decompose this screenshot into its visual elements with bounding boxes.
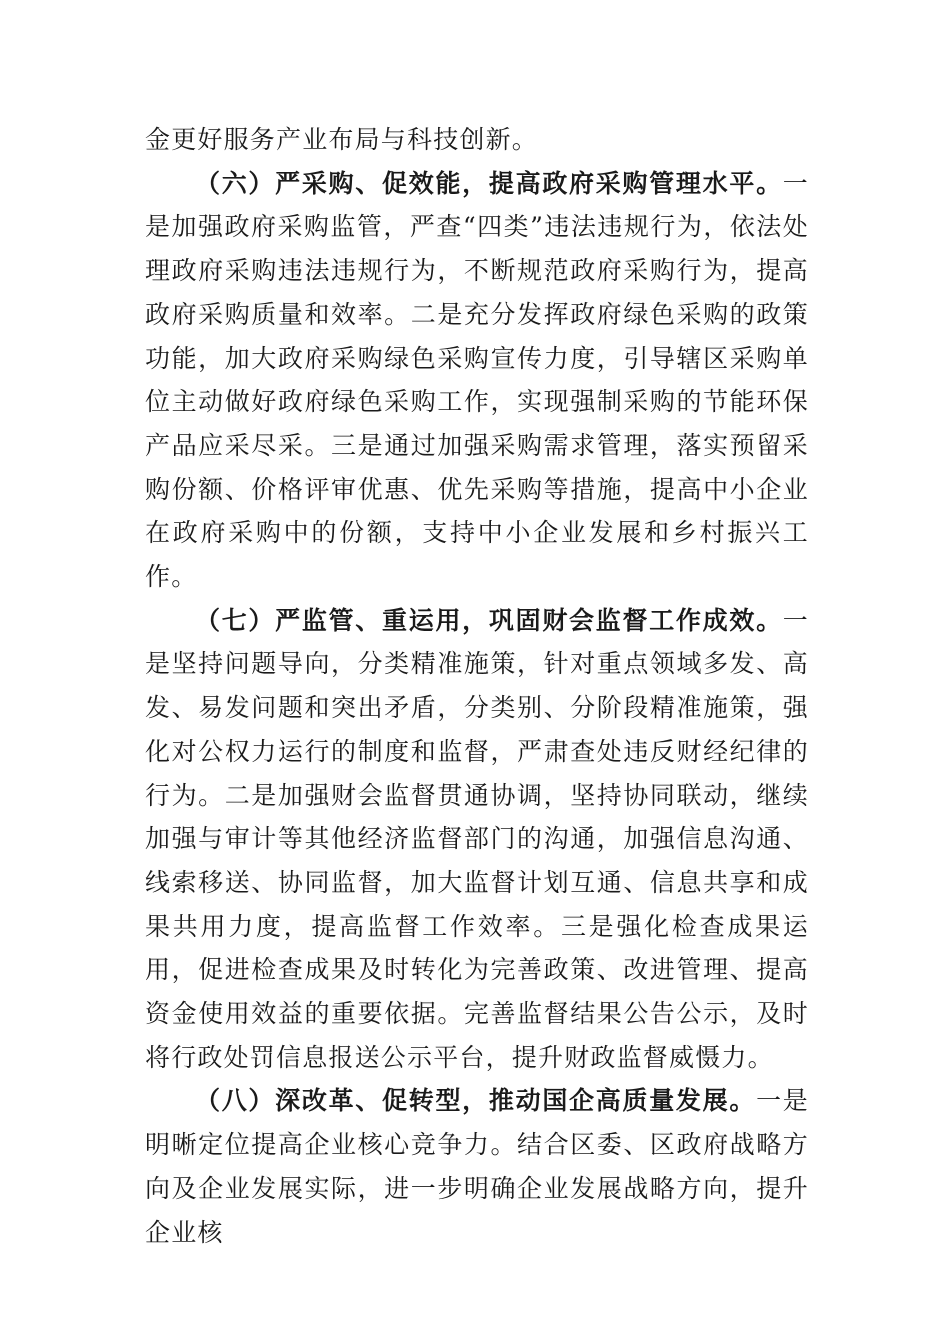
paragraph-body: 一是坚持问题导向，分类精准施策，针对重点领域多发、高发、易发问题和突出矛盾，分类别、分阶段精准施策，强化对公权力运行的制度和监督，严肃查处违反财经纪律的行为。二是加强财会监督贯通协调，坚持协同联动，继续加强与审计等其他经济监督部门的沟通，加强信息沟通、线索移送、协同监督，加大监督计划互通、信息共享和成果共用力度，提高监督工作效率。三是强化检查成果运用，促进检查成果及时转化为完善政策、改进管理、提高资金使用效益的重要依据。完善监督结果公告公示，及时将行政处罚信息报送公示平台，提升财政监督威慑力。	[145, 605, 809, 1072]
document-page	[145, 118, 809, 1254]
paragraph-section-7	[145, 599, 809, 1080]
paragraph-body: 一是明晰定位提高企业核心竞争力。结合区委、区政府战略方向及企业发展实际，进一步明确企业发展战略方向，提升企业核	[145, 1086, 809, 1247]
paragraph-heading: （七）严监管、重运用，巩固财会监督工作成效。	[195, 605, 783, 635]
paragraph-section-6	[145, 162, 809, 599]
paragraph-section-8	[145, 1079, 809, 1254]
paragraph-body: 一是加强政府采购监管，严查“四类”违法违规行为，依法处理政府采购违法违规行为，不断规范政府采购行为，提高政府采购质量和效率。二是充分发挥政府绿色采购的政策功能，加大政府采购绿色采购宣传力度，引导辖区采购单位主动做好政府绿色采购工作，实现强制采购的节能环保产品应采尽采。三是通过加强采购需求管理，落实预留采购份额、价格评审优惠、优先采购等措施，提高中小企业在政府采购中的份额，支持中小企业发展和乡村振兴工作。	[145, 168, 809, 592]
paragraph-continuation	[145, 118, 809, 162]
paragraph-body: 金更好服务产业布局与科技创新。	[145, 125, 539, 154]
paragraph-heading: （八）深改革、促转型，推动国企高质量发展。	[195, 1086, 757, 1116]
paragraph-heading: （六）严采购、促效能，提高政府采购管理水平。	[195, 168, 783, 198]
